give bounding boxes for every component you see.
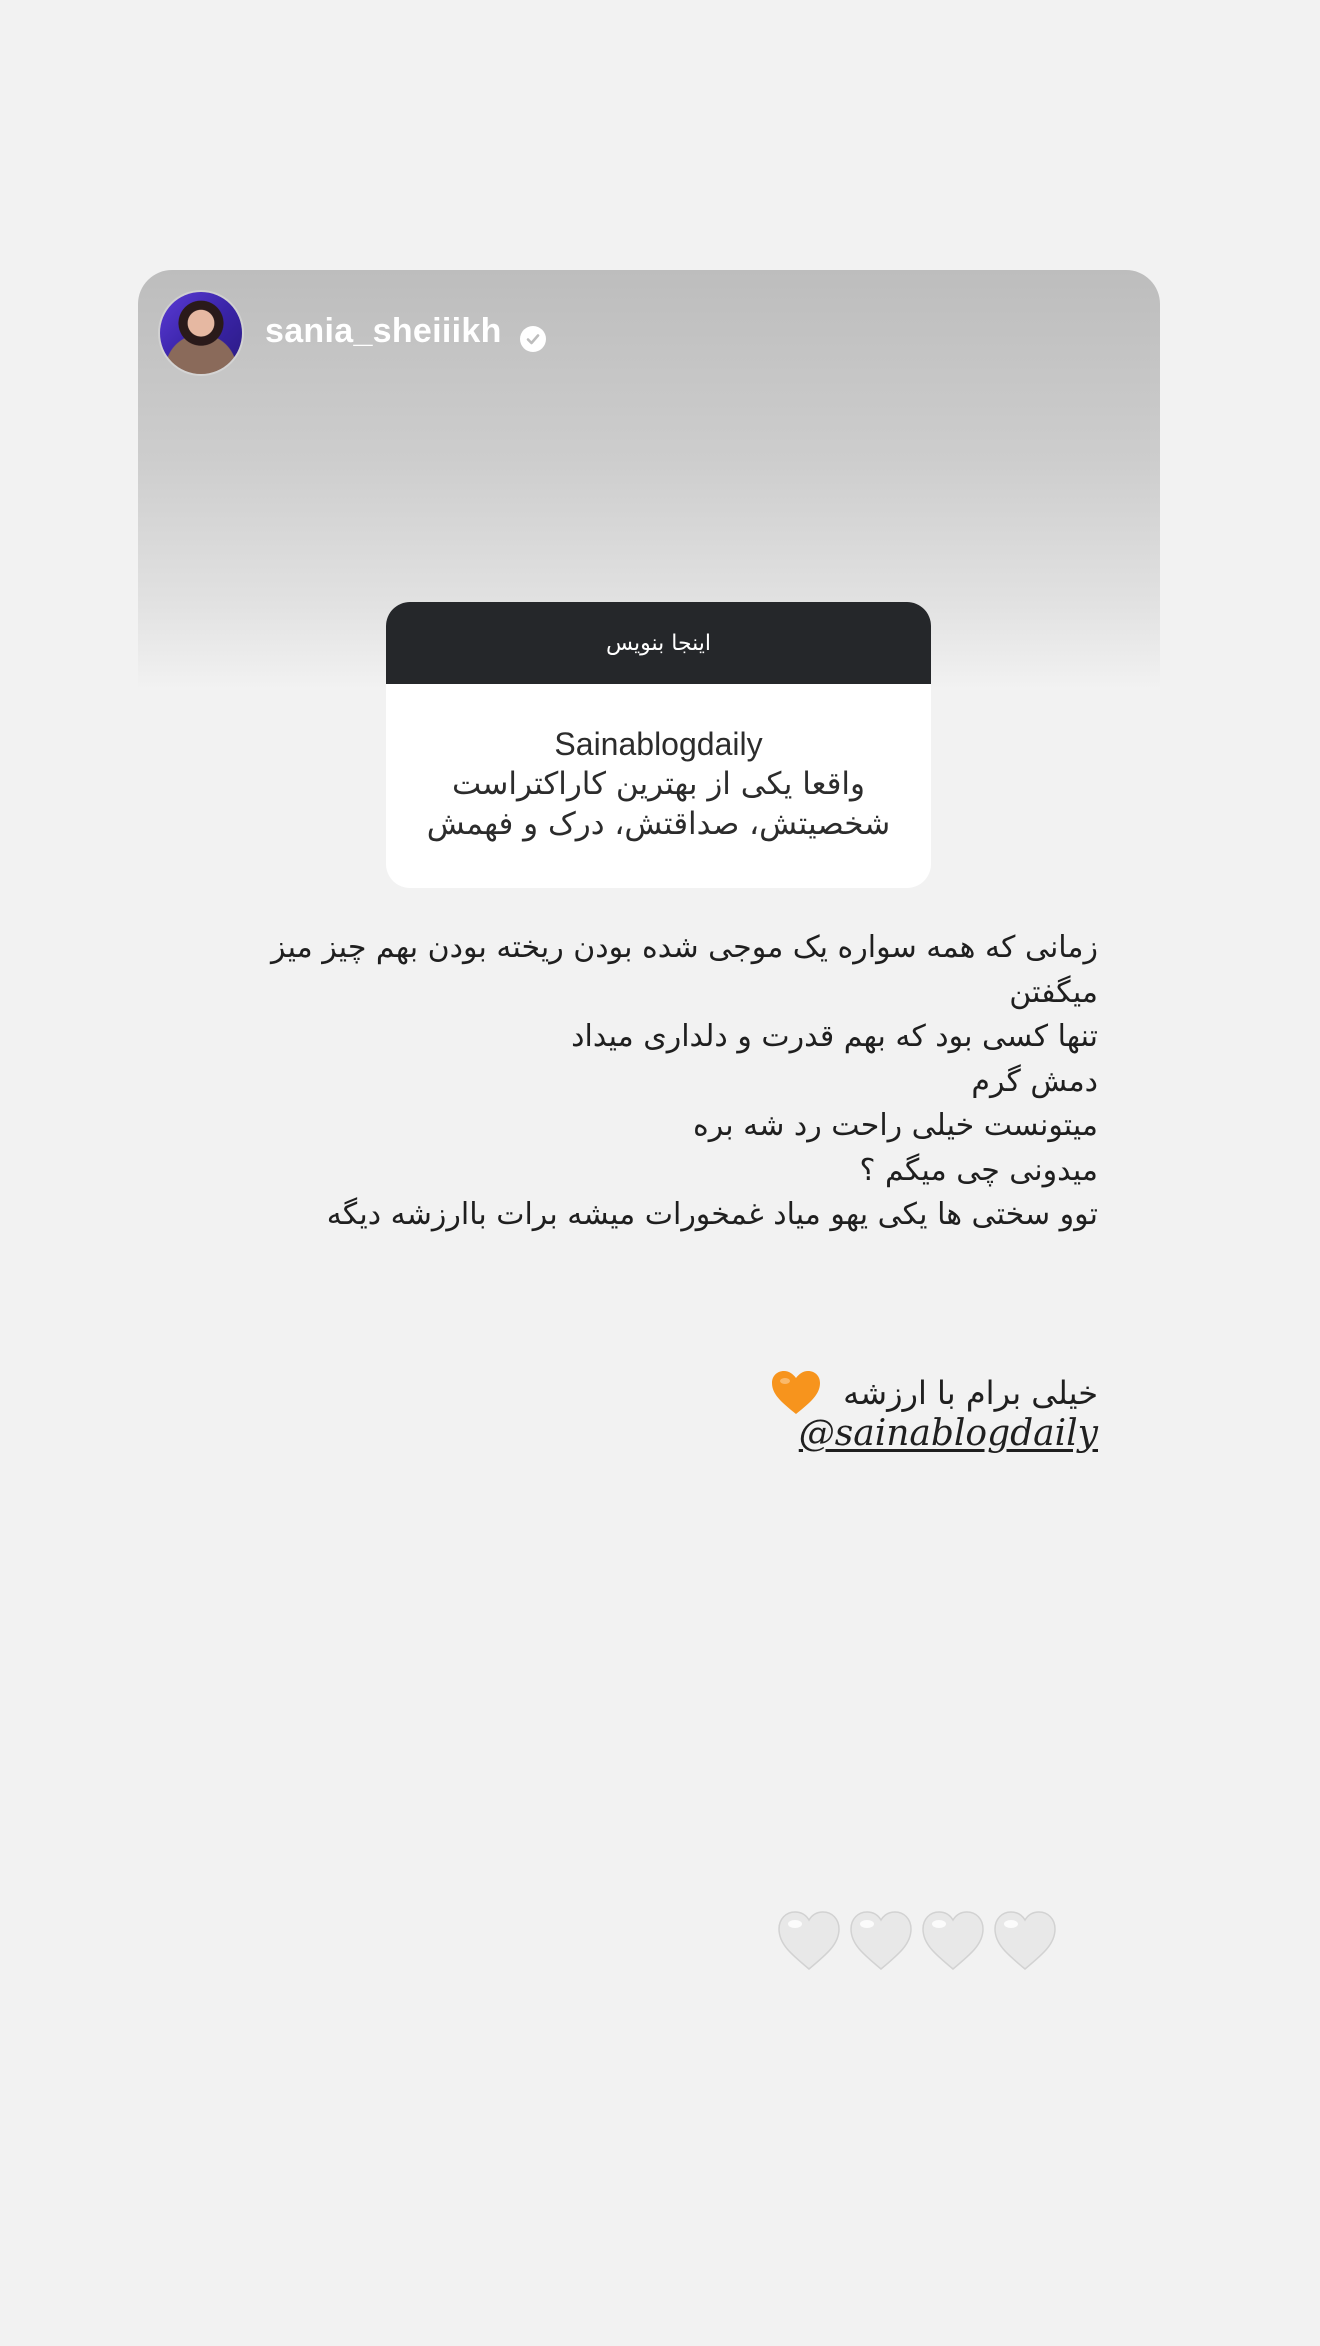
- question-answer-line: شخصیتش، صداقتش، درک و فهمش: [426, 806, 891, 842]
- profile-avatar[interactable]: [160, 292, 242, 374]
- story-body-text: [198, 926, 1098, 1238]
- question-answer-line: واقعا یکی از بهترین کاراکتراست: [451, 766, 866, 802]
- story-line: میتونست خیلی راحت رد شه بره: [693, 1108, 1098, 1143]
- orange-heart-icon: [771, 1370, 821, 1416]
- story-line: میدونی چی میگم ؟: [859, 1152, 1098, 1188]
- username-label[interactable]: sania_sheiiikh: [265, 312, 502, 350]
- closing-line: [771, 1370, 1098, 1416]
- question-answer-handle: Sainablogdaily: [554, 726, 763, 762]
- story-line: زمانی که همه سواره یک موجی شده بودن ریخته بودن بهم چیز میز میگفتن: [271, 930, 1098, 1010]
- story-line: تنها کسی بود که بهم قدرت و دلداری میداد: [571, 1019, 1098, 1054]
- closing-text: خیلی برام با ارزشه: [843, 1374, 1098, 1412]
- question-answer: [386, 724, 931, 844]
- hearts-row: [775, 1907, 1059, 1975]
- white-heart-icon: [847, 1907, 915, 1975]
- question-prompt: اینجا بنویس: [386, 602, 931, 684]
- white-heart-icon: [919, 1907, 987, 1975]
- verified-badge-icon: [520, 326, 546, 352]
- story-line: دمش گرم: [971, 1063, 1098, 1099]
- white-heart-icon: [775, 1907, 843, 1975]
- mention-link[interactable]: @sainablogdaily: [798, 1413, 1098, 1454]
- story-line: توو سختی ها یکی یهو میاد غمخورات میشه برات باارزشه دیگه: [326, 1197, 1098, 1232]
- question-sticker[interactable]: [386, 602, 931, 888]
- white-heart-icon: [991, 1907, 1059, 1975]
